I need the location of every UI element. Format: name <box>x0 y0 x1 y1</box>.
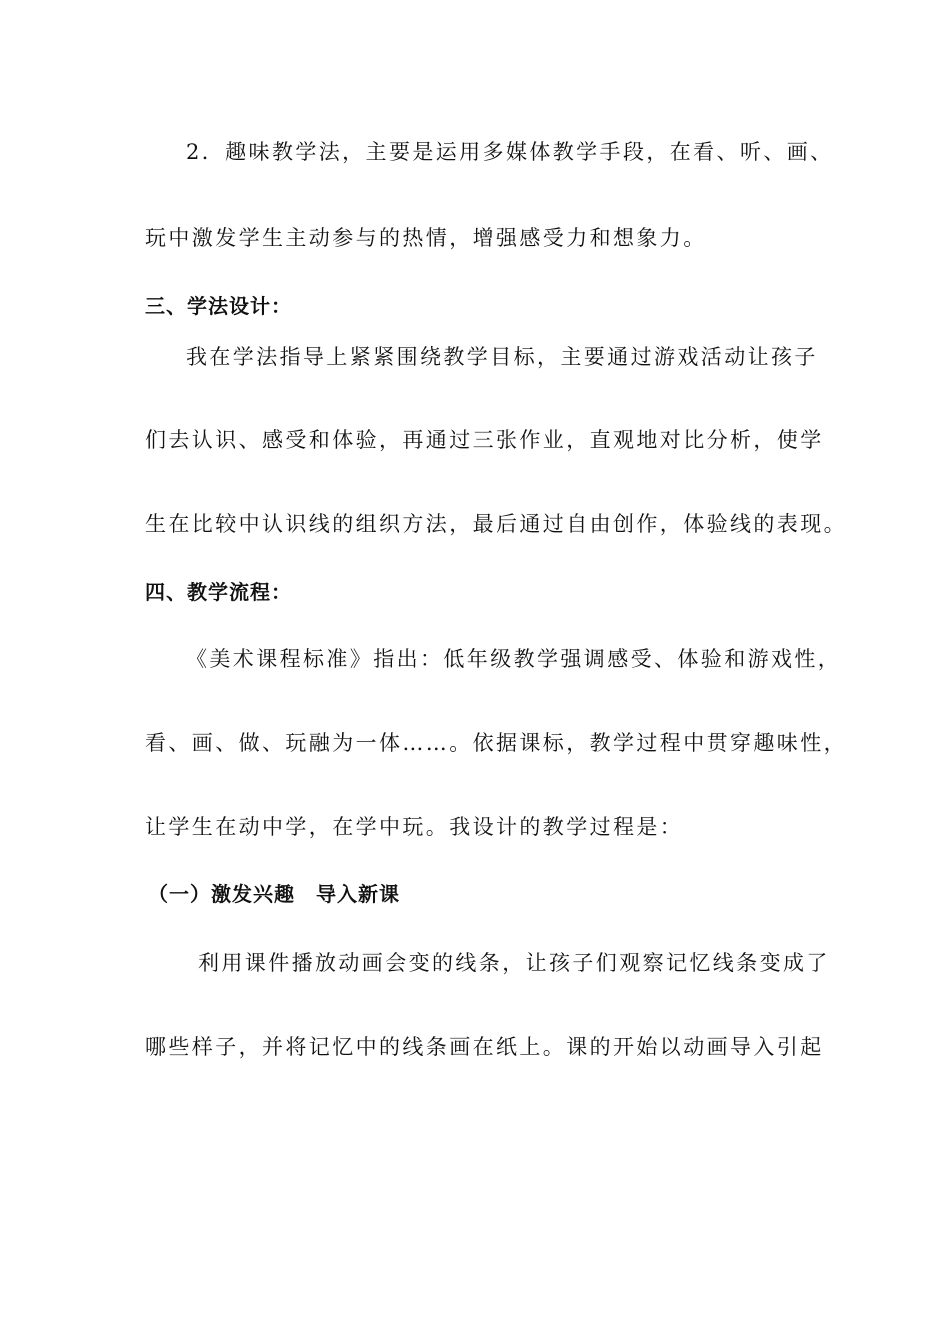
section-3-heading: 三、学法设计： <box>145 294 292 318</box>
section-4-line3: 让学生在动中学，在学中玩。我设计的教学过程是： <box>145 815 684 839</box>
section-4-line1: 《美术课程标准》指出：低年级教学强调感受、体验和游戏性， <box>186 647 842 671</box>
section-3-line1: 我在学法指导上紧紧围绕教学目标，主要通过游戏活动让孩子 <box>186 345 818 369</box>
section-3-line2: 们去认识、感受和体验，再通过三张作业，直观地对比分析，使学 <box>145 428 824 452</box>
section-4-heading: 四、教学流程： <box>145 580 292 604</box>
subsection-1-heading: （一）激发兴趣 导入新课 <box>148 882 400 906</box>
section-4-line2: 看、画、做、玩融为一体……。依据课标，教学过程中贯穿趣味性， <box>145 731 847 755</box>
subsection-1-line1: 利用课件播放动画会变的线条，让孩子们观察记忆线条变成了 <box>198 951 830 975</box>
section-3-line3: 生在比较中认识线的组织方法，最后通过自由创作，体验线的表现。 <box>145 512 847 536</box>
paragraph-method-2-line1: 2．趣味教学法，主要是运用多媒体教学手段，在看、听、画、 <box>186 140 834 164</box>
paragraph-method-2-line2: 玩中激发学生主动参与的热情，增强感受力和想象力。 <box>145 226 707 250</box>
subsection-1-line2: 哪些样子，并将记忆中的线条画在纸上。课的开始以动画导入引起 <box>145 1035 824 1059</box>
